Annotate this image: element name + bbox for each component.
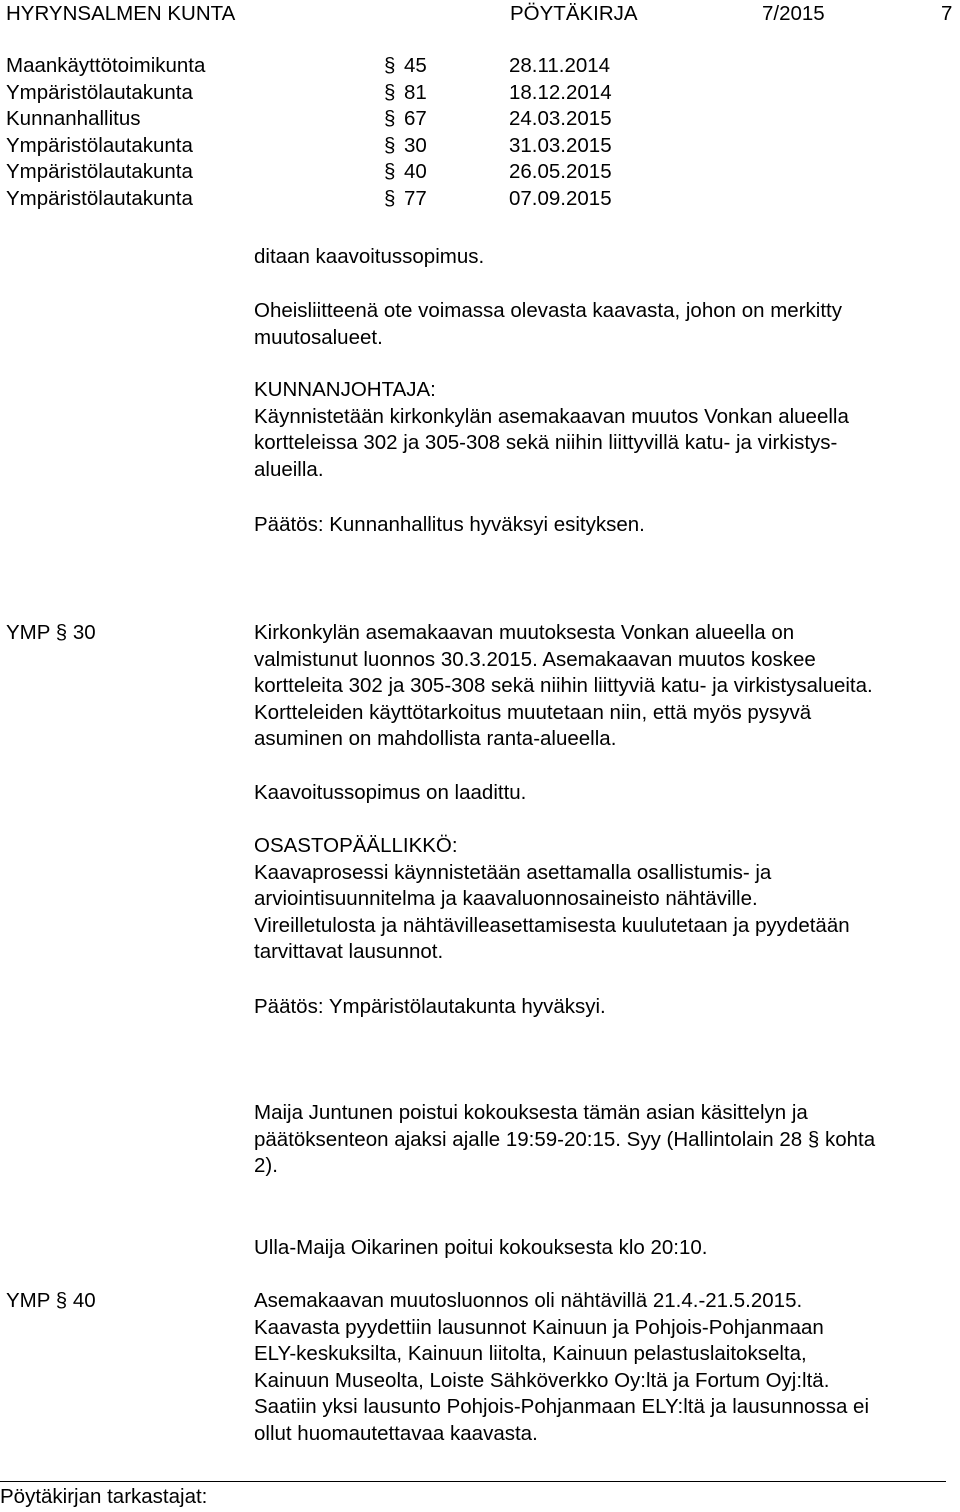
section-label: YMP (6, 1289, 51, 1312)
history-number: 67 (404, 107, 427, 130)
decision-ymparistolautakunta: Päätös: Ympäristölautakunta hyväksyi. (254, 995, 606, 1018)
history-number: 40 (404, 160, 427, 183)
section-number: 40 (72, 1289, 96, 1312)
history-body: Maankäyttötoimikunta (6, 54, 206, 77)
note-maija-juntunen (254, 1100, 954, 1180)
doc-type: PÖYTÄKIRJA (510, 2, 638, 25)
history-row (6, 53, 706, 80)
footer-label: Pöytäkirjan tarkastajat: (0, 1485, 208, 1508)
history-number: 45 (404, 54, 427, 77)
history-body: Ympäristölautakunta (6, 133, 193, 157)
kunnanjohtaja-proposal (254, 377, 954, 483)
text-line: ELY-keskuksilta, Kainuun liitolta, Kainuun pelastuslaitokselta, (254, 1342, 807, 1365)
text-line: asuminen on mahdollista ranta-alueella. (254, 727, 617, 750)
history-date: 26.05.2015 (509, 160, 612, 183)
history-date: 31.03.2015 (509, 133, 612, 157)
history-body: Ympäristölautakunta (6, 160, 193, 183)
text-line: tarvittavat lausunnot. (254, 940, 444, 963)
history-date: 24.03.2015 (509, 107, 612, 130)
history-row (6, 159, 706, 186)
history-date: 18.12.2014 (509, 80, 612, 104)
history-body: Ympäristölautakunta (6, 80, 193, 104)
ymp40-body (254, 1288, 954, 1447)
text-line: Asemakaavan muutosluonnos oli nähtävillä 21.4.-21.5.2015. (254, 1289, 803, 1312)
section-sign-icon: § (384, 80, 396, 104)
ymp30-p2: Kaavoitussopimus on laadittu. (254, 781, 527, 804)
text-line: alueilla. (254, 457, 324, 481)
text-line: Kirkonkylän asemakaavan muutoksesta Vonkan alueella on (254, 621, 795, 644)
text-line: Kortteleiden käyttötarkoitus muutetaan niin, että myös pysyvä (254, 700, 812, 724)
section-sign-icon: § (807, 1127, 820, 1151)
kunnanjohtaja-heading: KUNNANJOHTAJA: (254, 378, 436, 401)
history-body: Kunnanhallitus (6, 107, 141, 130)
text-line: Kainuun Museolta, Loiste Sähköverkko Oy:ltä ja Fortum Oyj:ltä. (254, 1368, 830, 1392)
doc-number: 7/2015 (762, 2, 825, 25)
text-line: Käynnistetään kirkonkylän asemakaavan muutos Vonkan alueella (254, 404, 849, 428)
text-line: kortteleissa 302 ja 305-308 sekä niihin liittyvillä katu- ja virkistys- (254, 431, 838, 454)
page-header (0, 0, 960, 30)
section-label: YMP (6, 621, 51, 644)
osastopaallikko-heading: OSASTOPÄÄLLIKKÖ: (254, 834, 458, 857)
text-line: arviointisuunnitelma ja kaavaluonnosaineisto nähtäville. (254, 887, 758, 910)
text-segment: päätöksenteon ajaksi ajalle 19:59-20:15. Syy (Hallintolain 28 (254, 1127, 803, 1151)
text-line: ollut huomautettavaa kaavasta. (254, 1421, 538, 1445)
section-label-ymp40 (6, 1288, 96, 1315)
section-label-ymp30 (6, 620, 96, 647)
text-line: valmistunut luonnos 30.3.2015. Asemakaavan muutos koskee (254, 647, 816, 671)
section-sign-icon: § (384, 107, 396, 130)
text-line: Vireilletulosta ja nähtävilleasettamisesta kuulutetaan ja pyydetään (254, 913, 850, 937)
history-row (6, 80, 706, 107)
note-ulla-maija-oikarinen: Ulla-Maija Oikarinen poitui kokouksesta klo 20:10. (254, 1236, 708, 1259)
section-number: 30 (72, 621, 96, 644)
section-sign-icon: § (384, 160, 396, 183)
history-number: 81 (404, 80, 427, 104)
text-line (254, 1127, 954, 1154)
history-number: 30 (404, 133, 427, 157)
org-name: HYRYNSALMEN KUNTA (6, 2, 236, 25)
history-row (6, 186, 706, 213)
intro-p1: ditaan kaavoitussopimus. (254, 245, 485, 268)
page-number: 7 (941, 2, 953, 25)
section-sign-icon: § (384, 54, 396, 77)
text-line: Oheisliitteenä ote voimassa olevasta kaavasta, johon on merkitty (254, 299, 842, 322)
history-date: 07.09.2015 (509, 186, 612, 210)
history-body: Ympäristölautakunta (6, 186, 193, 210)
history-row (6, 133, 706, 160)
text-line: Kaavasta pyydettiin lausunnot Kainuun ja Pohjois-Pohjanmaan (254, 1315, 824, 1339)
text-line: Saatiin yksi lausunto Pohjois-Pohjanmaan ELY:ltä ja lausunnossa ei (254, 1395, 869, 1418)
section-sign-icon: § (384, 186, 396, 210)
history-row (6, 106, 706, 133)
intro-p2 (254, 298, 954, 351)
history-date: 28.11.2014 (509, 54, 611, 77)
osastopaallikko-proposal (254, 833, 954, 966)
history-number: 77 (404, 186, 427, 210)
footer-divider (0, 1481, 946, 1482)
section-sign-icon: § (384, 133, 396, 157)
text-line: kortteleita 302 ja 305-308 sekä niihin liittyviä katu- ja virkistysalueita. (254, 674, 873, 697)
section-sign-icon: § (55, 621, 68, 644)
text-line: Maija Juntunen poistui kokouksesta tämän asian käsittelyn ja (254, 1101, 808, 1124)
decision-kunnanhallitus: Päätös: Kunnanhallitus hyväksyi esityksen. (254, 513, 645, 536)
text-line: muutosalueet. (254, 325, 383, 349)
text-line: Kaavaprosessi käynnistetään asettamalla osallistumis- ja (254, 860, 772, 884)
ymp30-body (254, 620, 954, 753)
text-segment: kohta (824, 1127, 876, 1151)
section-sign-icon: § (55, 1289, 68, 1312)
text-line: 2). (254, 1154, 278, 1177)
